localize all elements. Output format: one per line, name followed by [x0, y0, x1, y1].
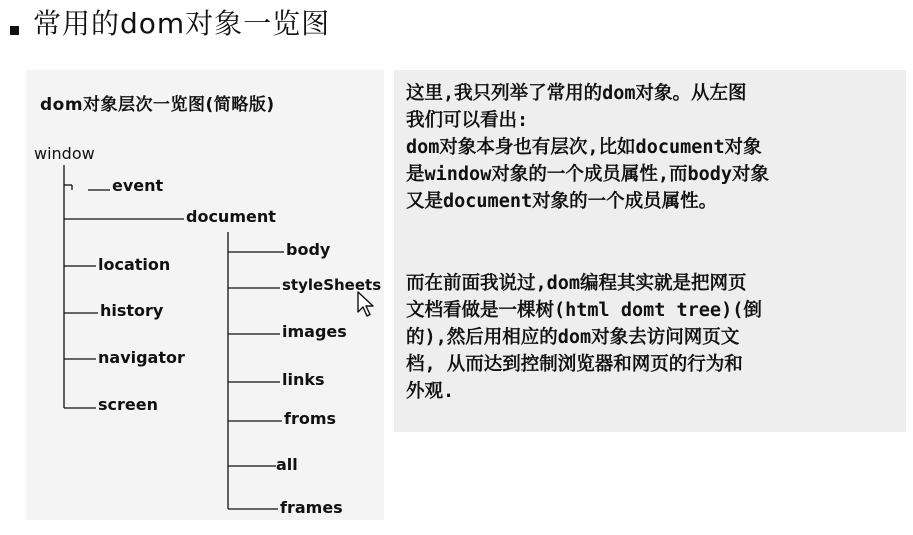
explanation-paragraph-2: 而在前面我说过,dom编程其实就是把网页 文档看做是一棵树(html domt tree)(倒 的),然后用相应的dom对象去访问网页文 档, 从而达到控制浏览器和网页的行为和 外观.: [406, 273, 762, 402]
page-title: 常用的dom对象一览图: [33, 7, 331, 40]
node-location: location: [98, 255, 171, 274]
node-froms: froms: [284, 409, 337, 428]
node-links: links: [282, 370, 325, 389]
diagram-title: dom对象层次一览图(简略版): [40, 95, 275, 115]
explanation-paragraph-1: 这里,我只列举了常用的dom对象。从左图 我们可以看出: dom对象本身也有层次,比如document对象 是window对象的一个成员属性,而body对象 又是document对象的一个成员属性。: [406, 83, 770, 212]
node-history: history: [100, 301, 164, 320]
mouse-pointer-icon: [356, 290, 378, 320]
node-all: all: [276, 455, 298, 474]
explanation-panel: [394, 70, 906, 432]
node-screen: screen: [98, 395, 158, 414]
node-frames: frames: [280, 498, 343, 517]
node-body: body: [286, 240, 331, 259]
node-event: event: [112, 176, 164, 195]
node-stylesheets: styleSheets: [282, 276, 382, 294]
node-navigator: navigator: [98, 348, 185, 367]
node-images: images: [282, 322, 347, 341]
node-window: window: [34, 144, 95, 163]
node-document: document: [186, 207, 276, 226]
